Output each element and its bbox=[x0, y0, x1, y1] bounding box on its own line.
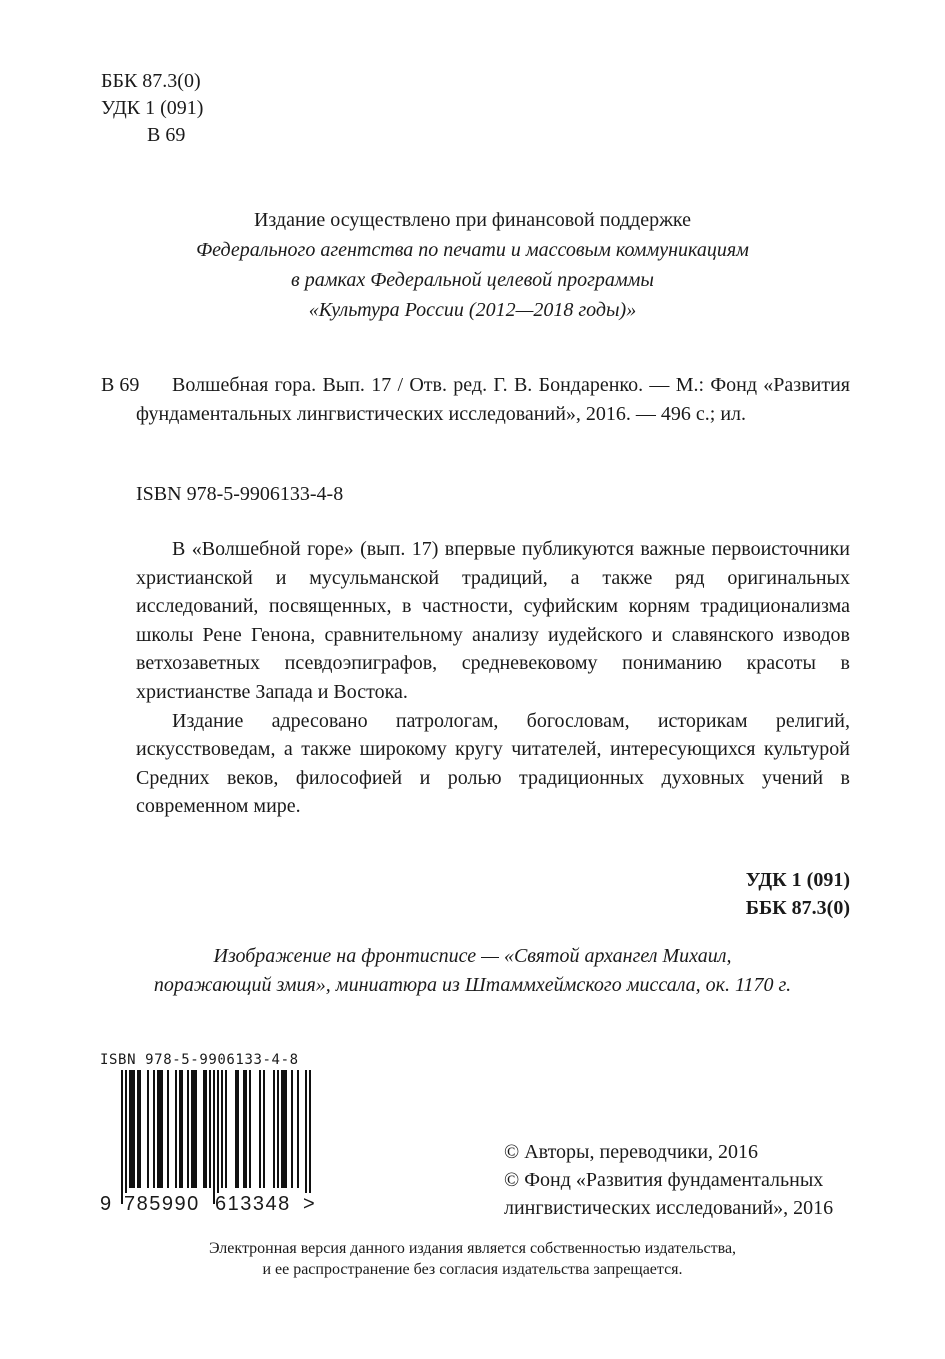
barcode-bar bbox=[157, 1070, 163, 1188]
annotation-paragraph-2: Издание адресовано патрологам, богословам, историкам религий, искусствоведам, а также широкому кругу читателей, интересующихся культурой Средних веков, философией и ролью традиционных духовных учений в современном мире. bbox=[136, 709, 850, 818]
barcode-bar bbox=[225, 1070, 227, 1188]
frontispiece-line-2: поражающий змия», миниатюра из Штаммхеймского миссала, ок. 1170 г. bbox=[153, 974, 792, 996]
copyright-line-1: © Авторы, переводчики, 2016 bbox=[504, 1141, 759, 1163]
barcode-bar bbox=[305, 1070, 307, 1204]
barcode-bar bbox=[243, 1070, 247, 1188]
barcode-bar bbox=[217, 1070, 219, 1204]
funding-line-2: Федерального агентства по печати и массовым коммуникациям bbox=[196, 239, 749, 261]
bbk-bold: ББК 87.3(0) bbox=[745, 897, 850, 919]
barcode-bar bbox=[147, 1070, 149, 1188]
barcode-bar bbox=[259, 1070, 261, 1188]
barcode-bar bbox=[273, 1070, 275, 1188]
barcode-bar bbox=[187, 1070, 189, 1188]
funding-line-3: в рамках Федеральной целевой программы bbox=[291, 269, 654, 291]
udk-bold: УДК 1 (091) bbox=[745, 869, 850, 891]
barcode-bar bbox=[203, 1070, 207, 1188]
barcode-bar bbox=[213, 1070, 215, 1204]
funding-line-4: «Культура России (2012—2018 годы)» bbox=[308, 299, 637, 321]
barcode-isbn-label: ISBN 978-5-9906133-4-8 bbox=[100, 1052, 299, 1068]
frontispiece-caption bbox=[0, 942, 945, 1000]
copyright-line-3: лингвистических исследований», 2016 bbox=[504, 1197, 834, 1219]
barcode-arrow: > bbox=[303, 1193, 315, 1215]
barcode-digit-group-2: 613348 bbox=[215, 1193, 291, 1215]
barcode-bar bbox=[125, 1070, 127, 1204]
udk-code: УДК 1 (091) bbox=[101, 97, 204, 119]
author-sign: В 69 bbox=[147, 124, 186, 146]
barcode-bar bbox=[209, 1070, 211, 1188]
barcode-digit-group-1: 785990 bbox=[124, 1193, 200, 1215]
barcode-lead-digit: 9 bbox=[100, 1193, 112, 1215]
barcode-bar bbox=[137, 1070, 141, 1188]
barcode-bar bbox=[277, 1070, 279, 1188]
bibliographic-text: Волшебная гора. Вып. 17 / Отв. ред. Г. В. Бондаренко. — М.: Фонд «Развития фундаментальных лингвистических исследований», 2016. — 496 с.; ил. bbox=[136, 374, 850, 425]
barcode-bar bbox=[235, 1070, 239, 1188]
notice-line-2: и ее распространение без согласия издательства запрещается. bbox=[262, 1261, 683, 1278]
barcode-bar bbox=[121, 1070, 123, 1204]
barcode-bar bbox=[191, 1070, 197, 1188]
barcode-bar bbox=[179, 1070, 183, 1188]
barcode-bar bbox=[281, 1070, 287, 1188]
barcode-bar bbox=[249, 1070, 251, 1188]
frontispiece-line-1: Изображение на фронтисписе — «Святой архангел Михаил, bbox=[213, 945, 732, 967]
bbk-code: ББК 87.3(0) bbox=[101, 70, 201, 92]
copyright-block bbox=[504, 1138, 833, 1222]
barcode-bar bbox=[129, 1070, 135, 1188]
isbn-barcode bbox=[100, 1052, 330, 1220]
annotation-paragraph-1: В «Волшебной горе» (вып. 17) впервые публикуются важные первоисточники христианской и мусульманской традиций, а также ряд оригинальных исследований, посвященных, в частности, суфийским корням традиционализма школы Рене Генона, сравнительному анализу иудейского и славянского изводов ветхозаветных псевдоэпиграфов, средневековому пониманию красоты в христианстве Запада и Востока. bbox=[136, 538, 850, 703]
funding-line-1: Издание осуществлено при финансовой поддержке bbox=[253, 209, 692, 231]
barcode-bar bbox=[175, 1070, 177, 1188]
notice-line-1: Электронная версия данного издания является собственностью издательства, bbox=[208, 1240, 737, 1257]
barcode-bar bbox=[291, 1070, 293, 1188]
barcode-digits bbox=[100, 1193, 330, 1221]
funding-note bbox=[0, 205, 945, 325]
bibliographic-entry bbox=[136, 371, 850, 429]
isbn-text: ISBN 978-5-9906133-4-8 bbox=[136, 483, 344, 505]
entry-code: В 69 bbox=[101, 374, 140, 396]
barcode-bar bbox=[309, 1070, 311, 1204]
barcode-bar bbox=[153, 1070, 155, 1188]
barcode-bar bbox=[263, 1070, 265, 1188]
udk-bbk-block bbox=[746, 866, 850, 922]
copyright-line-2: © Фонд «Развития фундаментальных bbox=[504, 1169, 824, 1191]
barcode-bar bbox=[167, 1070, 169, 1188]
annotation bbox=[136, 535, 850, 821]
barcode-bar bbox=[221, 1070, 223, 1188]
barcode-bar bbox=[297, 1070, 299, 1188]
electronic-version-notice bbox=[0, 1238, 945, 1280]
classification-codes bbox=[101, 68, 203, 149]
